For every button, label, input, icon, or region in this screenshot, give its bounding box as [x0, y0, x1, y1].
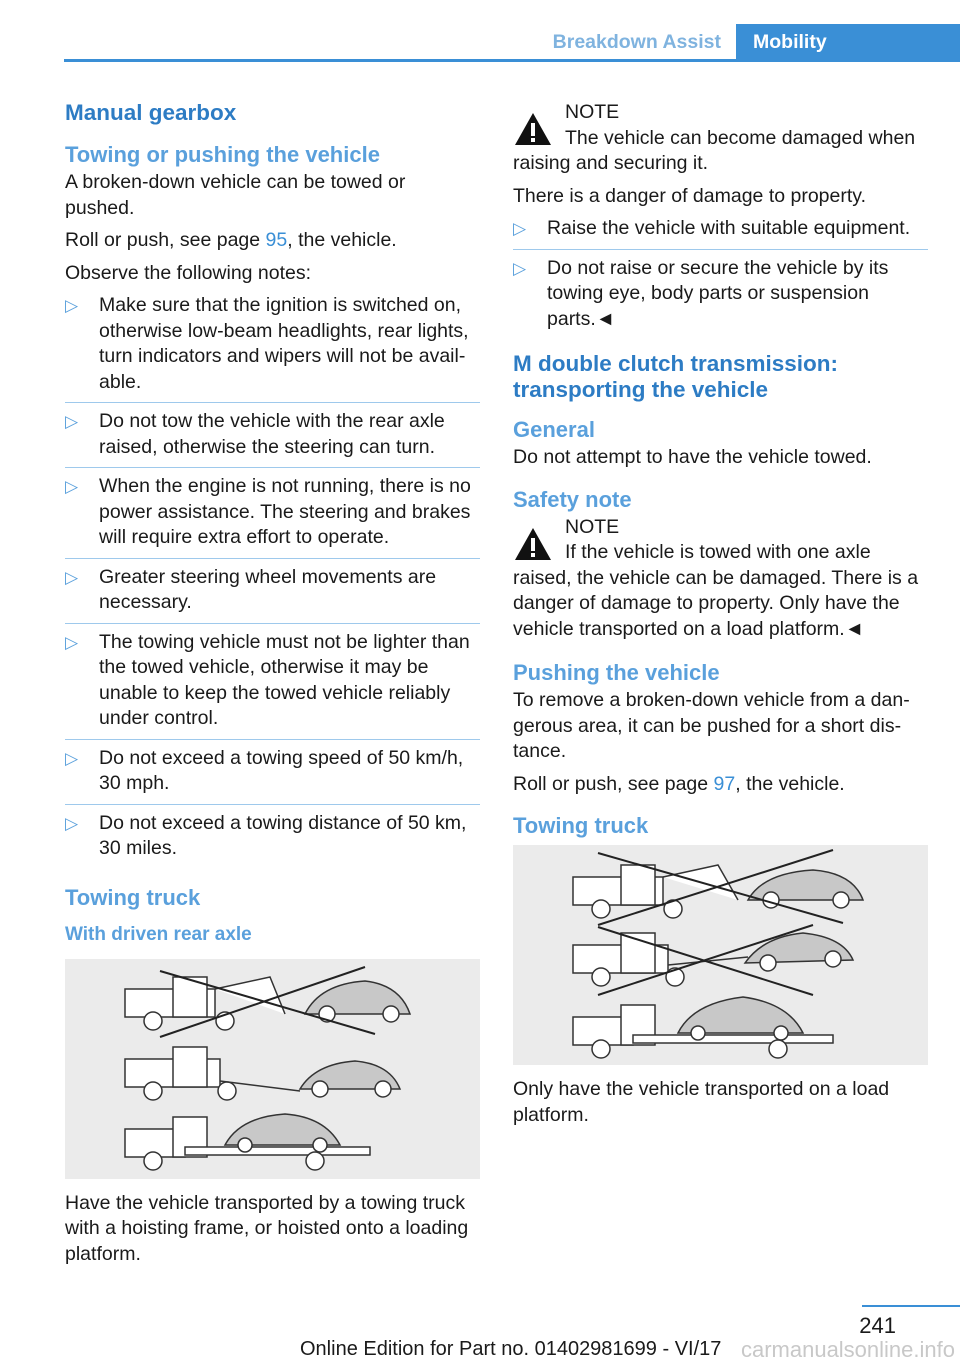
page-link-95[interactable]: 95 — [265, 229, 288, 251]
page-header — [64, 24, 960, 62]
edition-text: Online Edition for Part no. 01402981699 - VI/17 — [300, 1338, 722, 1360]
list-item: ▷ When the engine is not running, there is no power assistance. The steering and brakes will require extra effort to operate. — [65, 474, 480, 559]
flatbed-illustration — [513, 845, 928, 1065]
paragraph-observe: Observe the following notes: — [65, 261, 312, 284]
list-item: ▷ The towing vehicle must not be lighter than the towed vehicle, otherwise it may be unable to keep the towed vehicle reliably under control. — [65, 630, 480, 740]
note-label: NOTE — [565, 101, 620, 123]
heading-towing-truck: Towing truck — [513, 813, 649, 838]
note-label: NOTE — [565, 515, 620, 538]
warning-icon — [513, 525, 553, 563]
triangle-bullet-icon: ▷ — [513, 219, 527, 238]
towing-notes-list — [65, 293, 480, 869]
triangle-bullet-icon: ▷ — [65, 748, 79, 768]
chapter-tab-mobility[interactable]: Mobility — [736, 24, 960, 60]
note-raising — [513, 100, 928, 177]
triangle-bullet-icon: ▷ — [65, 412, 79, 431]
towing-truck-illustration — [65, 959, 480, 1179]
heading-towing-truck: Towing truck — [65, 884, 201, 910]
list-item: ▷ Do not exceed a towing distance of 50 km, 30 miles. — [65, 811, 467, 859]
paragraph-danger: There is a danger of damage to property. — [513, 184, 867, 207]
footer-rule — [862, 1305, 960, 1307]
list-item: ▷ Make sure that the ignition is switched on, otherwise low-beam headlights, rear lights, turn indicators and wipers will not be avail-able. — [65, 293, 480, 403]
triangle-bullet-icon: ▷ — [65, 477, 79, 496]
triangle-bullet-icon: ▷ — [65, 632, 79, 652]
triangle-bullet-icon: ▷ — [65, 296, 79, 315]
caption-left: Have the vehicle transported by a towing truck with a hoisting frame, or hoisted onto a loading platform. — [65, 1191, 469, 1265]
heading-safety-note: Safety note — [513, 486, 632, 512]
heading-manual-gearbox: Manual gearbox — [65, 100, 237, 125]
heading-m-double-clutch: M double clutch transmission: transporting the vehicle — [513, 351, 839, 402]
section-tab-breakdown-assist[interactable]: Breakdown Assist — [552, 31, 721, 53]
raising-list — [513, 216, 928, 339]
left-column — [65, 100, 480, 1274]
paragraph-broken-down: A broken-down vehicle can be towed or pushed. — [65, 171, 406, 219]
watermark: carmanualsonline.info — [740, 1337, 955, 1362]
note-text: If the vehicle is towed with one axle raised, the vehicle can be damaged. There is a danger of damage to property. Only have the vehicle transported on a load platform.◄ — [513, 541, 919, 640]
heading-driven-rear-axle: With driven rear axle — [65, 923, 252, 945]
paragraph-pushing: To remove a broken-down vehicle from a dan-gerous area, it can be pushed for a short dis-tance. — [513, 689, 910, 762]
paragraph-roll-push: Roll or push, see page 95, the vehicle. — [65, 229, 397, 251]
heading-general: General — [513, 417, 595, 442]
list-item: ▷ Greater steering wheel movements are necessary. — [65, 565, 480, 624]
list-item: ▷ Raise the vehicle with suitable equipment. — [513, 216, 928, 250]
heading-towing-or-pushing: Towing or pushing the vehicle — [65, 142, 380, 167]
list-item: ▷ Do not exceed a towing speed of 50 km/h, 30 mph. — [65, 746, 480, 805]
list-item: ▷ Do not raise or secure the vehicle by its towing eye, body parts or suspension parts.◄ — [513, 256, 889, 330]
warning-icon — [513, 110, 553, 148]
paragraph-general: Do not attempt to have the vehicle towed. — [513, 446, 872, 468]
paragraph-roll-push: Roll or push, see page 97, the vehicle. — [513, 772, 845, 795]
heading-pushing: Pushing the vehicle — [513, 660, 720, 685]
note-text: The vehicle can become damaged when raising and securing it. — [513, 126, 916, 174]
caption-right: Only have the vehicle transported on a load platform. — [513, 1078, 890, 1126]
page-link-97[interactable]: 97 — [713, 772, 736, 795]
note-towing — [513, 515, 928, 643]
triangle-bullet-icon: ▷ — [65, 813, 79, 833]
triangle-bullet-icon: ▷ — [65, 567, 79, 587]
page-number: 241 — [859, 1313, 896, 1338]
list-item: ▷ Do not tow the vehicle with the rear axle raised, otherwise the steering can turn. — [65, 409, 480, 468]
header-rule — [64, 59, 960, 62]
triangle-bullet-icon: ▷ — [513, 258, 527, 278]
right-column — [513, 100, 928, 1135]
